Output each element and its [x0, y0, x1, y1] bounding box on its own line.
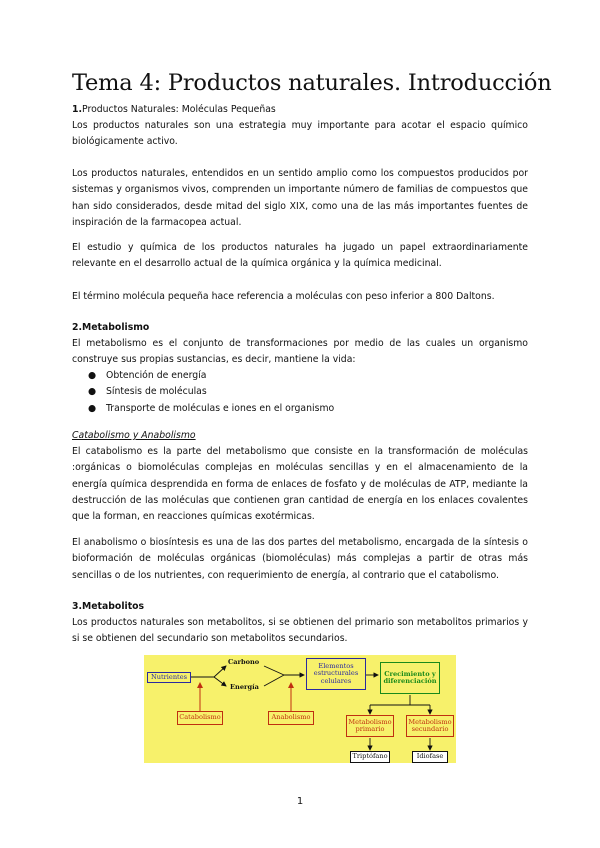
list-item: ● Transporte de moléculas e iones en el organismo [72, 401, 334, 417]
page-title: Tema 4: Productos naturales. Introducción [72, 70, 552, 96]
list-item: ● Obtención de energía [72, 368, 334, 384]
section-2-heading: 2.Metabolismo [72, 322, 150, 333]
section-1-paragraph-4: El término molécula pequeña hace referencia a moléculas con peso inferior a 800 Daltons. [72, 291, 495, 302]
cell-elements-box: Elementos estructurales celulares [306, 658, 366, 690]
catabolism-box: Catabolismo [177, 711, 223, 725]
section-3-paragraph-1: Los productos naturales son metabolitos, si se obtienen del primario son metabolitos primarios y si se obtienen del secundario son metabolitos secundarios. [72, 617, 528, 645]
catabolism-anabolism-subheading: Catabolismo y Anabolismo [72, 430, 196, 441]
carbon-label: Carbono [228, 658, 260, 666]
bullet-icon: ● [88, 386, 97, 398]
anabolism-paragraph: El anabolismo o biosíntesis es una de las dos partes del metabolismo, encargada de la síntesis o bioformación de moléculas orgánicas (biomoléculas) más complejas a partir de otras más sencillas o de los nutrientes, con requerimiento de energía, al contrario que el catabolismo. [72, 537, 528, 581]
metabolism-diagram [144, 655, 456, 767]
primary-metabolism-box: Metabolismo primario [346, 715, 394, 737]
growth-differentiation-box: Crecimiento y diferenciación [380, 662, 440, 694]
section-3-heading: 3.Metabolitos [72, 601, 145, 612]
section-2-paragraph-1: El metabolismo es el conjunto de transformaciones por medio de las cuales un organismo construye sus propias sustancias, es decir, mantiene la vida: [72, 338, 528, 366]
bullet-icon: ● [88, 370, 97, 381]
nutrients-box: Nutrientes [147, 672, 191, 683]
section-1-heading: 1.Productos Naturales: Moléculas Pequeñas [72, 104, 276, 115]
tryptophan-box: Triptófano [350, 751, 390, 763]
list-item: ● Síntesis de moléculas [72, 384, 334, 400]
anabolism-box: Anabolismo [268, 711, 314, 725]
catabolism-paragraph: El catabolismo es la parte del metabolismo que consiste en la transformación de moléculas :orgánicas o biomoléculas complejas en moléculas sencillas y en el almacenamiento de la energía química desprendida en forma de enlaces de fosfato y de moléculas de ATP, mediante la destrucción de las moléculas que contienen gran cantidad de energía en los enlaces covalentes que la forman, en reacciones químicas exotérmicas. [72, 446, 528, 523]
secondary-metabolism-box: Metabolismo secundario [406, 715, 454, 737]
metabolism-bullet-list [72, 368, 334, 417]
section-1-paragraph-2: Los productos naturales, entendidos en un sentido amplio como los compuestos producidos por sistemas y organismos vivos, comprenden un importante número de familias de compuestos que han sido considerados, desde mitad del siglo XIX, como una de las más importantes fuentes de inspiración de la farmacopea actual. [72, 168, 528, 228]
section-1-paragraph-3: El estudio y química de los productos naturales ha jugado un papel extraordinariamente relevante en el desarrollo actual de la química orgánica y la química medicinal. [72, 242, 528, 270]
page-number: 1 [296, 796, 304, 807]
energy-label: Energía [230, 683, 259, 691]
idiophase-box: Idiofase [412, 751, 448, 763]
section-1-paragraph-1: Los productos naturales son una estrategia muy importante para acotar el espacio químico biológicamente activo. [72, 120, 528, 148]
bullet-icon: ● [88, 402, 97, 414]
